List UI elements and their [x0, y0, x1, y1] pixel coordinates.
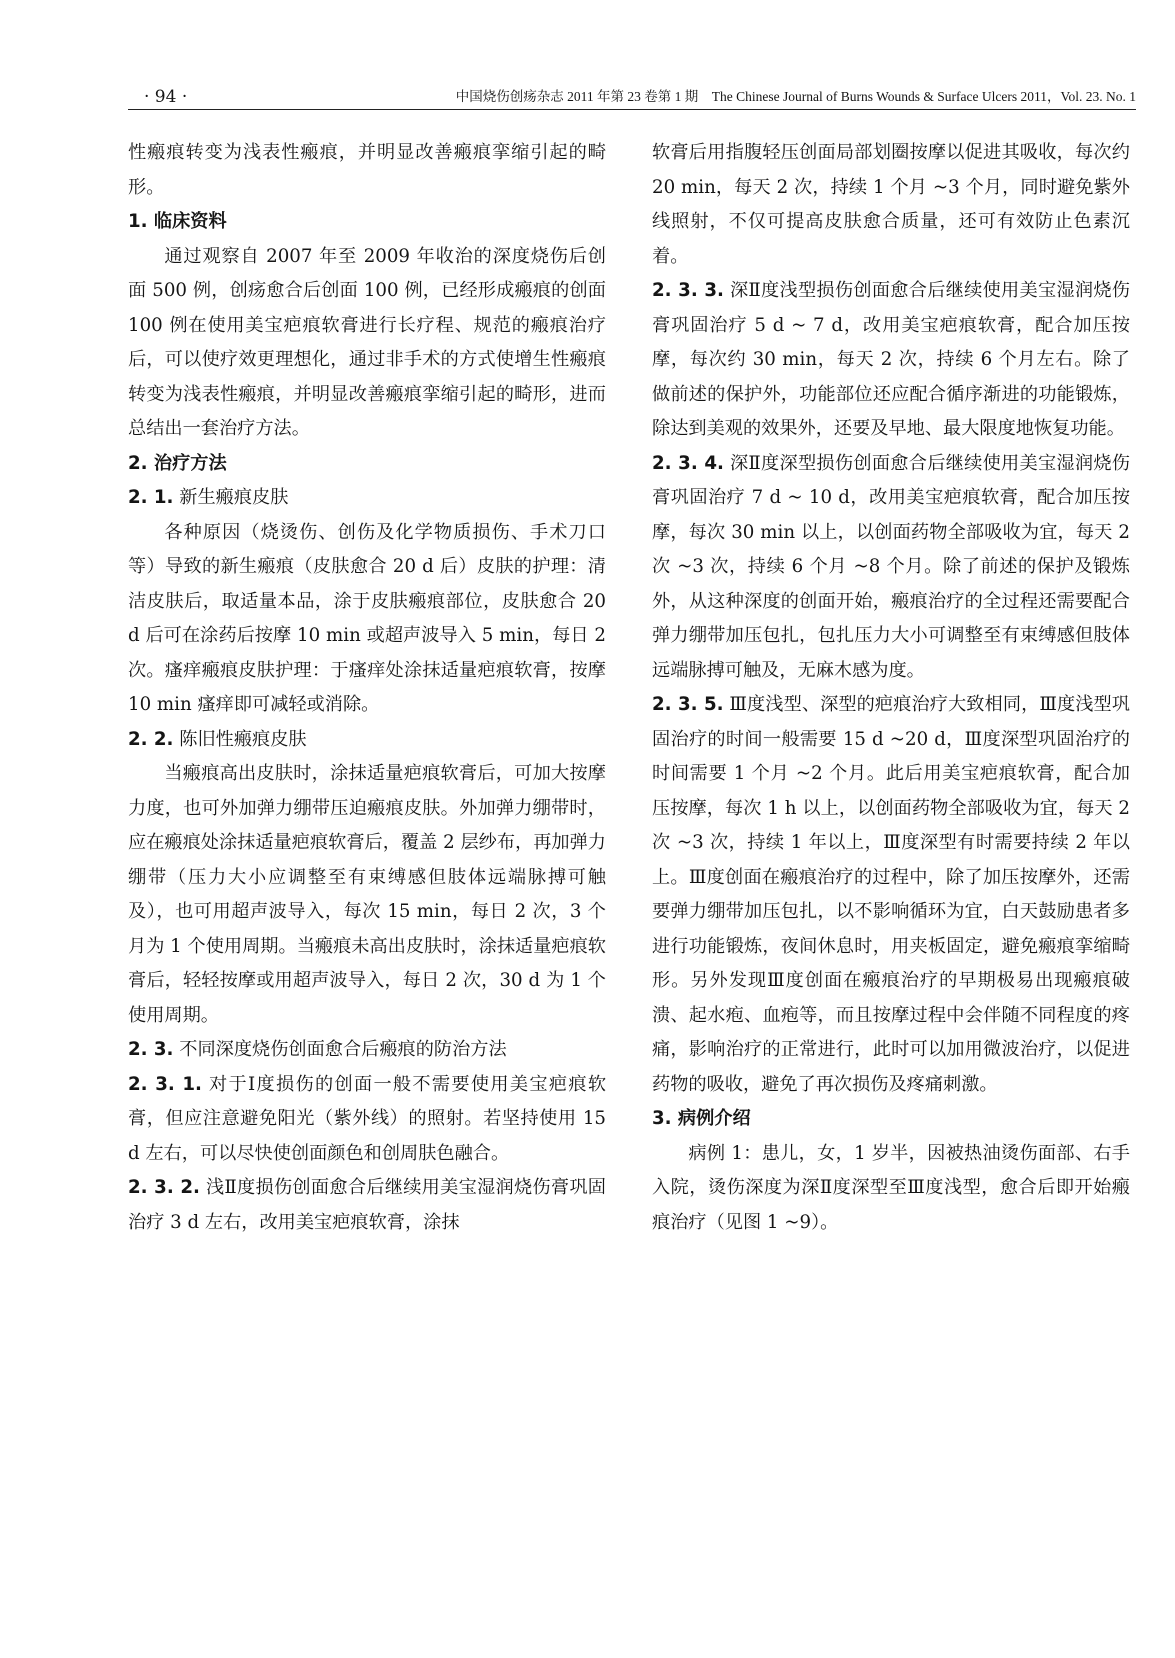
section-2-3-5-number: 2. 3. 5.	[652, 694, 724, 715]
section-3-title: 3. 病例介绍	[652, 1108, 751, 1129]
section-2-3-2-paragraph	[128, 1171, 606, 1240]
page-header	[128, 84, 1136, 110]
section-2-3-5-text: Ⅲ度浅型、深型的疤痕治疗大致相同，Ⅲ度浅型巩固治疗的时间一般需要 15 d ~20 d，Ⅲ度深型巩固治疗的时间需要 1 个月 ~2 个月。此后用美宝疤痕软膏，配合加压按摩，每次 1 h 以上，以创面药物全部吸收为宜，每天 2 次 ~3 次，持续 1 年以上，Ⅲ度深型有时需要持续 2 年以上。Ⅲ度创面在瘢痕治疗的过程中，除了加压按摩外，还需要弹力绷带加压包扎，以不影响循环为宜，白天鼓励患者多进行功能锻炼，夜间休息时，用夹板固定，避免瘢痕挛缩畸形。另外发现Ⅲ度创面在瘢痕治疗的早期极易出现瘢痕破溃、起水疱、血疱等，而且按摩过程中会伴随不同程度的疼痛，影响治疗的正常进行，此时可以加用微波治疗，以促进药物的吸收，避免了再次损伤及疼痛刺激。	[652, 694, 1130, 1095]
right-column	[652, 136, 1130, 1240]
section-2-3-3-text: 深Ⅱ度浅型损伤创面愈合后继续使用美宝湿润烧伤膏巩固治疗 5 d ~ 7 d，改用美宝疤痕软膏，配合加压按摩，每次约 30 min，每天 2 次，持续 6 个月左右。除了做前述的保护外，功能部位还应配合循序渐进的功能锻炼，除达到美观的效果外，还要及早地、最大限度地恢复功能。	[652, 280, 1130, 439]
page-number: · 94 ·	[144, 87, 188, 107]
section-2-2-heading	[128, 723, 606, 758]
section-2-3-title: 不同深度烧伤创面愈合后瘢痕的防治方法	[173, 1039, 507, 1060]
section-2-1-paragraph: 各种原因（烧烫伤、创伤及化学物质损伤、手术刀口等）导致的新生瘢痕（皮肤愈合 20 d 后）皮肤的护理：清洁皮肤后，取适量本品，涂于皮肤瘢痕部位，皮肤愈合 20 d 后可在涂药后按摩 10 min 或超声波导入 5 min，每日 2 次。瘙痒瘢痕皮肤护理：于瘙痒处涂抹适量疤痕软膏，按摩 10 min 瘙痒即可减轻或消除。	[128, 521, 606, 715]
left-column	[128, 136, 606, 1240]
section-2-3-4-paragraph	[652, 447, 1130, 689]
section-2-title: 2. 治疗方法	[128, 452, 227, 474]
section-2-3-3-paragraph	[652, 274, 1130, 447]
section-2-2-number: 2. 2.	[128, 728, 174, 750]
header-rule	[128, 109, 1136, 110]
section-2-2-title: 陈旧性瘢痕皮肤	[173, 728, 307, 750]
section-2-3-3-number: 2. 3. 3.	[652, 280, 724, 301]
running-head: 中国烧伤创疡杂志 2011 年第 23 卷第 1 期 The Chinese Journal of Burns Wounds & Surface Ulcers 2011，Vol. 23. No. 1	[455, 89, 1136, 104]
section-2-3-1-text: 对于Ⅰ度损伤的创面一般不需要使用美宝疤痕软膏，但应注意避免阳光（紫外线）的照射。若坚持使用 15 d 左右，可以尽快使创面颜色和创周肤色融合。	[128, 1073, 607, 1164]
section-1-paragraph: 通过观察自 2007 年至 2009 年收治的深度烧伤后创面 500 例，创疡愈合后创面 100 例，已经形成瘢痕的创面 100 例在使用美宝疤痕软膏进行长疗程、规范的瘢痕治疗后，可以使疗效更理想化，通过非手术的方式使增生性瘢痕转变为浅表性瘢痕，并明显改善瘢痕挛缩引起的畸形，进而总结出一套治疗方法。	[128, 245, 606, 439]
case-1-paragraph: 病例 1：患儿，女，1 岁半，因被热油烫伤面部、右手入院，烫伤深度为深Ⅱ度深型至Ⅲ度浅型，愈合后即开始瘢痕治疗（见图 1 ~9）。	[652, 1142, 1130, 1233]
section-2-3-4-text: 深Ⅱ度深型损伤创面愈合后继续使用美宝湿润烧伤膏巩固治疗 7 d ~ 10 d，改用美宝疤痕软膏，配合加压按摩，每次 30 min 以上，以创面药物全部吸收为宜，每天 2 次 ~3 次，持续 6 个月 ~8 个月。除了前述的保护及锻炼外，从这种深度的创面开始，瘢痕治疗的全过程还需要配合弹力绷带加压包扎，包扎压力大小可调整至有束缚感但肢体远端脉搏可触及，无麻木感为度。	[652, 452, 1130, 681]
section-2-1-title: 新生瘢痕皮肤	[173, 487, 289, 508]
section-2-3-2-continued: 软膏后用指腹轻压创面局部划圈按摩以促进其吸收，每次约 20 min，每天 2 次，持续 1 个月 ~3 个月，同时避免紫外线照射，不仅可提高皮肤愈合质量，还可有效防止色素沉着。	[652, 142, 1130, 267]
section-2-1-number: 2. 1.	[128, 487, 174, 508]
section-2-3-2-number: 2. 3. 2.	[128, 1177, 200, 1198]
section-2-3-number: 2. 3.	[128, 1039, 174, 1060]
section-2-3-heading	[128, 1033, 606, 1068]
section-2-3-1-paragraph	[128, 1068, 606, 1172]
section-1-title: 1. 临床资料	[128, 211, 227, 232]
section-2-1-heading	[128, 481, 606, 516]
section-2-3-4-number: 2. 3. 4.	[652, 452, 724, 474]
intro-tail-paragraph: 性瘢痕转变为浅表性瘢痕，并明显改善瘢痕挛缩引起的畸形。	[128, 142, 606, 198]
section-2-3-5-paragraph	[652, 688, 1130, 1102]
section-2-3-2-text: 浅Ⅱ度损伤创面愈合后继续用美宝湿润烧伤膏巩固治疗 3 d 左右，改用美宝疤痕软膏，涂抹	[128, 1177, 606, 1233]
section-2-3-1-number: 2. 3. 1.	[128, 1073, 202, 1095]
section-2-2-paragraph: 当瘢痕高出皮肤时，涂抹适量疤痕软膏后，可加大按摩力度，也可外加弹力绷带压迫瘢痕皮肤。外加弹力绷带时，应在瘢痕处涂抹适量疤痕软膏后，覆盖 2 层纱布，再加弹力绷带（压力大小应调整至有束缚感但肢体远端脉搏可触及），也可用超声波导入，每次 15 min，每日 2 次，3 个月为 1 个使用周期。当瘢痕未高出皮肤时，涂抹适量疤痕软膏后，轻轻按摩或用超声波导入，每日 2 次，30 d 为 1 个使用周期。	[128, 763, 606, 1026]
